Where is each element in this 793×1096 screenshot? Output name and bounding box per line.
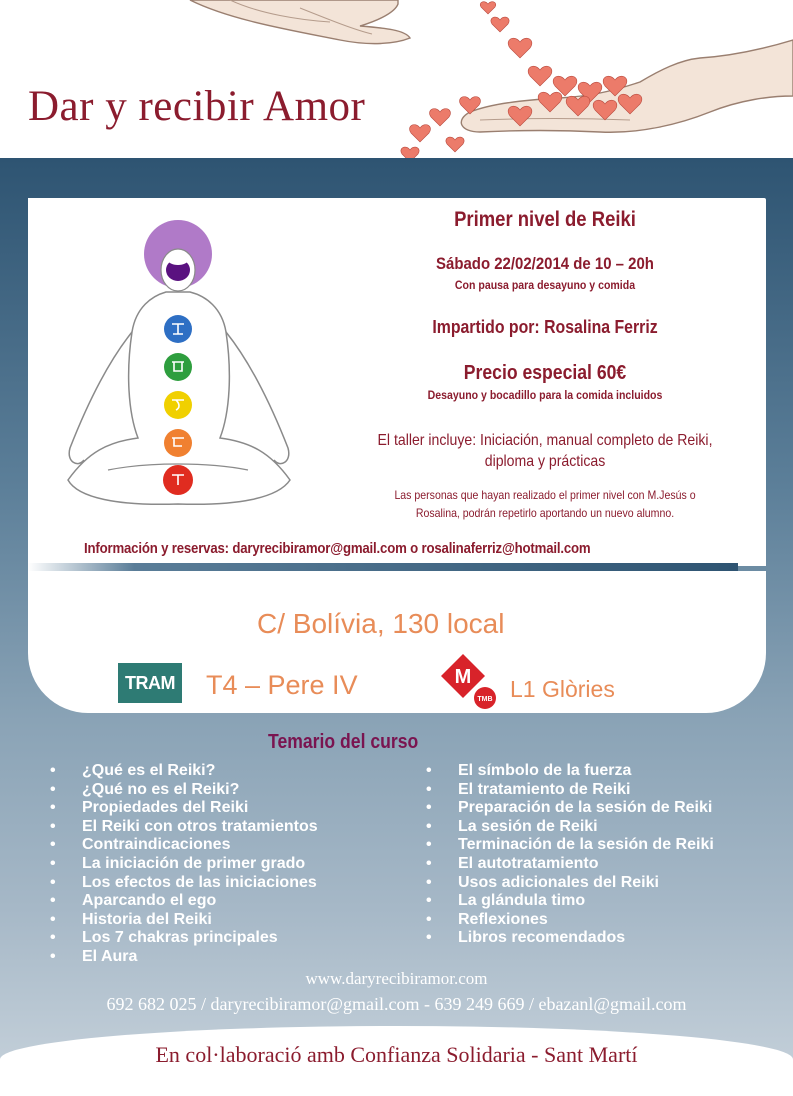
syllabus-title [268,731,439,754]
collaboration-text: En col·laboració amb Confianza Solidaria - Sant Martí [155,1042,638,1067]
syllabus-list-left [50,762,318,967]
contact-text: Información y reservas: daryrecibiramor@gmail.com o rosalinaferriz@hotmail.com [84,540,591,557]
list-item: • El autotratamiento [426,855,714,874]
list-item: • La iniciación de primer grado [50,855,318,874]
event-note-line2: Rosalina, podrán repetirlo aportando un nuevo alumno. [415,506,675,520]
event-date: Sábado 22/02/2014 de 10 – 20h [436,254,654,273]
list-item: • ¿Qué es el Reiki? [50,762,318,781]
event-teacher: Impartido por: Rosalina Ferriz [432,317,658,337]
list-item: • Historia del Reiki [50,911,318,930]
list-item: • Los efectos de las iniciaciones [50,874,318,893]
metro-logo-letter: M [454,666,472,688]
list-item: • El Aura [50,948,318,967]
contact-phones: 692 682 025 / daryrecibiramor@gmail.com - 639 249 669 / ebazanl@gmail.com [106,994,687,1014]
meditating-figure-icon [48,212,298,512]
event-note-line1: Las personas que hayan realizado el primer nivel con M.Jesús o [394,488,696,502]
event-note [340,486,750,522]
list-item: • El Reiki con otros tratamientos [50,818,318,837]
list-item: • Propiedades del Reiki [50,799,318,818]
list-item: • ¿Qué no es el Reiki? [50,781,318,800]
header [0,0,793,158]
event-date-note: Con pausa para desayuno y comida [454,278,636,292]
tram-line: T4 – Pere IV [206,670,358,700]
event-price: Precio especial 60€ [463,362,627,384]
list-item: • Los 7 chakras principales [50,929,318,948]
list-item: • Terminación de la sesión de Reiki [426,836,714,855]
metro-logo-sub: TMB [477,696,493,703]
hands-with-hearts-icon [0,0,793,158]
list-item: • El símbolo de la fuerza [426,762,714,781]
syllabus-title-text: Temario del curso [268,731,419,753]
contact-info [84,540,660,557]
list-item: • Usos adicionales del Reiki [426,874,714,893]
list-item: • El tratamiento de Reiki [426,781,714,800]
divider [28,563,738,571]
metro-line: L1 Glòries [510,676,615,702]
metro-icon [441,654,501,710]
event-includes [320,430,770,472]
address: C/ Bolívia, 130 local [257,608,505,639]
event-includes-line2: diploma y prácticas [484,453,606,470]
list-item: • Contraindicaciones [50,836,318,855]
list-item: • La sesión de Reiki [426,818,714,837]
event-title: Primer nivel de Reiki [454,208,636,231]
list-item: • Reflexiones [426,911,714,930]
list-item: • La glándula timo [426,892,714,911]
syllabus-list-right [426,762,714,948]
tram-icon: TRAM [118,663,182,703]
website-link[interactable]: www.daryrecibiramor.com [305,969,488,988]
list-item: • Libros recomendados [426,929,714,948]
header-title: Dar y recibir Amor [28,83,366,130]
event-includes-line1: El taller incluye: Iniciación, manual completo de Reiki, [377,432,713,449]
list-item: • Preparación de la sesión de Reiki [426,799,714,818]
event-price-note: Desayuno y bocadillo para la comida incluidos [427,388,663,402]
list-item: • Aparcando el ego [50,892,318,911]
